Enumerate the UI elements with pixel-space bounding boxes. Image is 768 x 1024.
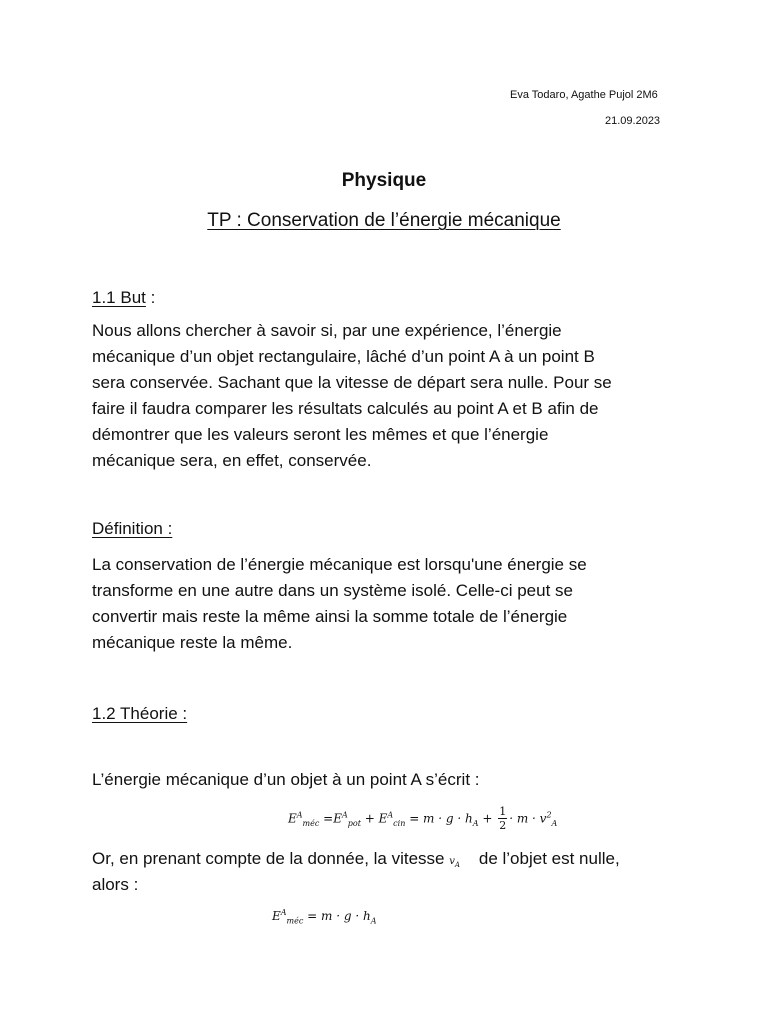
authors-text: Eva Todaro, Agathe Pujol 2M6: [510, 89, 658, 101]
paragraph-line: démontrer que les valeurs seront les mêmes et que l’énergie: [92, 425, 549, 444]
section-definition-heading: Définition :: [92, 519, 173, 538]
theorie-intro-text: L’énergie mécanique d’un objet à un point A s’écrit :: [92, 770, 480, 789]
section-theorie-heading: 1.2 Théorie :: [92, 704, 188, 723]
page-title: Physique: [341, 170, 427, 191]
paragraph-line: faire il faudra comparer les résultats calculés au point A et B afin de: [92, 399, 599, 418]
paragraph-line: mécanique reste la même.: [92, 633, 293, 652]
section-definition-paragraph: [92, 552, 587, 656]
section-but-heading: [92, 288, 155, 308]
date-text: 21.09.2023: [605, 115, 661, 127]
equation-mechanical-energy-a: $E^A_{méc} =E^A_{pot} + E^A_{cin} = m \cdot g \cdot h_A$ + $\frac{1}{2}$ · $m \cdot v^2_A$: [288, 805, 558, 832]
paragraph-line: sera conservée. Sachant que la vitesse de départ sera nulle. Pour se: [92, 373, 612, 392]
section-but-heading-suffix: :: [145, 288, 156, 307]
fraction-one-half: $\frac{1}{2}$: [499, 805, 507, 832]
page-subtitle: TP : Conservation de l’énergie mécanique: [207, 210, 561, 231]
paragraph-line: transforme en une autre dans un système isolé. Celle-ci peut se: [92, 581, 573, 600]
paragraph-line: mécanique sera, en effet, conservée.: [92, 451, 372, 470]
paragraph-line: mécanique d’un objet rectangulaire, lâché d’un point A à un point B: [92, 347, 595, 366]
paragraph-line: Nous allons chercher à savoir si, par une expérience, l’énergie: [92, 321, 562, 340]
velocity-symbol: $v_A$: [449, 856, 460, 869]
theorie-alors-line: alors :: [92, 875, 139, 894]
equation-mechanical-energy-a-simplified: $E^A_{méc} = m \cdot g \cdot h_A$: [272, 908, 377, 926]
section-but-heading-label: 1.1 But: [92, 288, 146, 307]
paragraph-line: La conservation de l’énergie mécanique est lorsqu'une énergie se: [92, 555, 587, 574]
section-but-paragraph: [92, 318, 612, 474]
paragraph-line: convertir mais reste la même ainsi la somme totale de l’énergie: [92, 607, 568, 626]
theorie-velocity-line: Or, en prenant compte de la donnée, la vitesse $v_A$ de l’objet est nulle,: [92, 849, 620, 869]
